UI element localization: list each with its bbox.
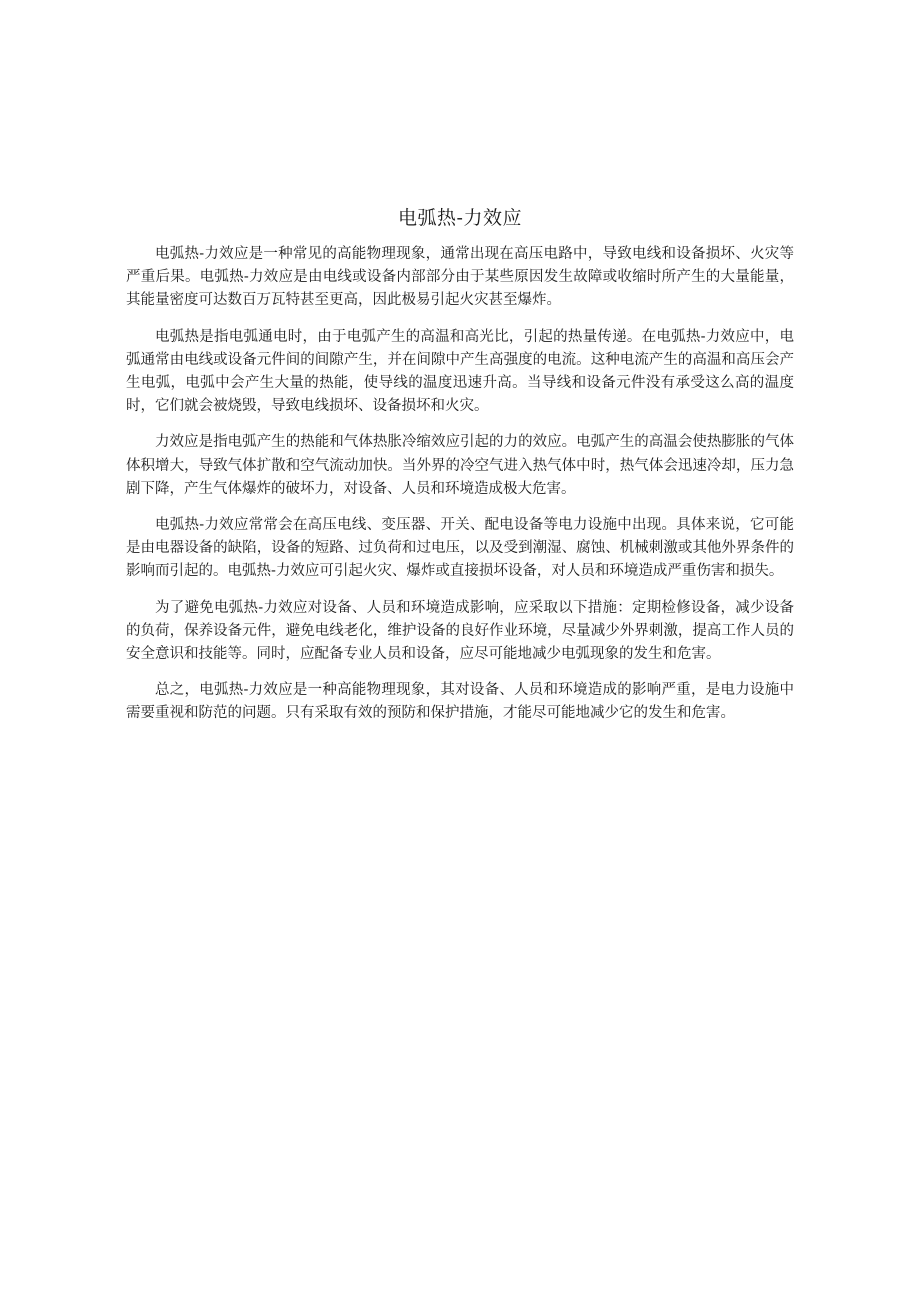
paragraph-conclusion: 总之，电弧热-力效应是一种高能物理现象，其对设备、人员和环境造成的影响严重，是电力设施中需要重视和防范的问题。只有采取有效的预防和保护措施，才能尽可能地减少它的发生和危害。 <box>126 682 794 722</box>
paragraph-intro: 电弧热-力效应是一种常见的高能物理现象，通常出现在高压电路中，导致电线和设备损坏、火灾等严重后果。电弧热-力效应是由电线或设备内部部分由于某些原因发生故障或收缩时所产生的大量能量，其能量密度可达数百万瓦特甚至更高，因此极易引起火灾甚至爆炸。 <box>126 246 794 309</box>
paragraph-force-effect: 力效应是指电弧产生的热能和气体热胀冷缩效应引起的力的效应。电弧产生的高温会使热膨胀的气体体积增大，导致气体扩散和空气流动加快。当外界的冷空气进入热气体中时，热气体会迅速冷却，压力急剧下降，产生气体爆炸的破坏力，对设备、人员和环境造成极大危害。 <box>126 434 794 497</box>
paragraph-occurrence: 电弧热-力效应常常会在高压电线、变压器、开关、配电设备等电力设施中出现。具体来说，它可能是由电器设备的缺陷，设备的短路、过负荷和过电压，以及受到潮湿、腐蚀、机械刺激或其他外界条件的影响而引起的。电弧热-力效应可引起火灾、爆炸或直接损坏设备，对人员和环境造成严重伤害和损失。 <box>126 517 794 580</box>
paragraph-prevention: 为了避免电弧热-力效应对设备、人员和环境造成影响，应采取以下措施：定期检修设备，减少设备的负荷，保养设备元件，避免电线老化，维护设备的良好作业环境，尽量减少外界刺激，提高工作人员的安全意识和技能等。同时，应配备专业人员和设备，应尽可能地减少电弧现象的发生和危害。 <box>126 599 794 663</box>
paragraph-arc-heat: 电弧热是指电弧通电时，由于电弧产生的高温和高光比，引起的热量传递。在电弧热-力效应中，电弧通常由电线或设备元件间的间隙产生，并在间隙中产生高强度的电流。这种电流产生的高温和高压会产生电弧，电弧中会产生大量的热能，使导线的温度迅速升高。当导线和设备元件没有承受这么高的温度时，它们就会被烧毁，导致电线损坏、设备损坏和火灾。 <box>126 328 794 415</box>
document-body <box>126 243 794 739</box>
document-title: 电弧热-力效应 <box>398 207 522 229</box>
